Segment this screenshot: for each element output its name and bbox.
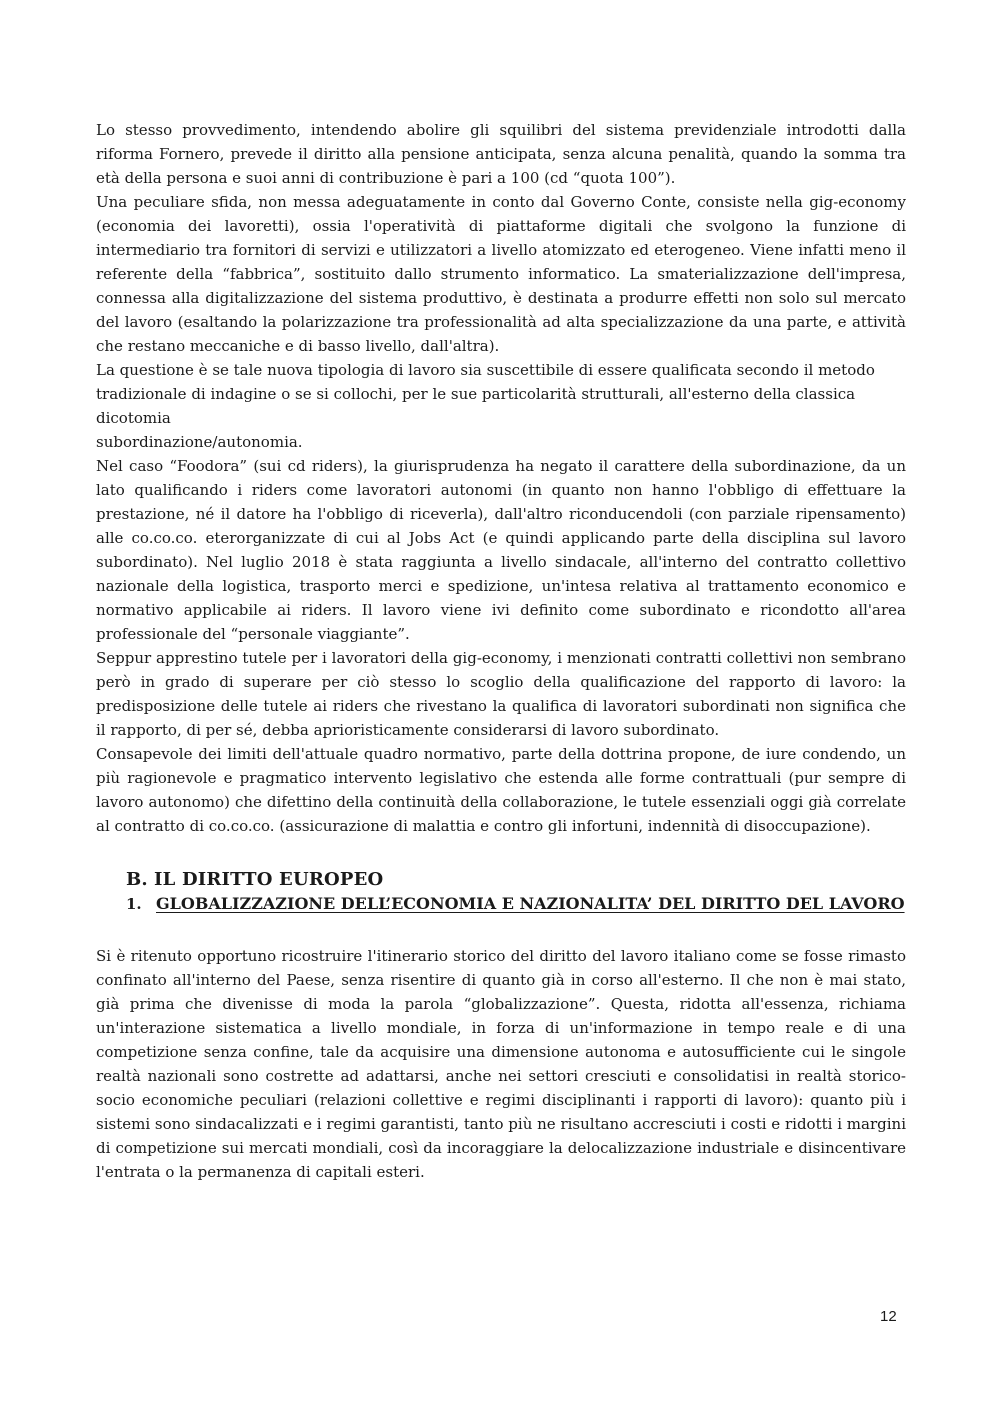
paragraph-gig-economy: Una peculiare sfida, non messa adeguatamente in conto dal Governo Conte, consiste nella gig-economy (economia dei lavoretti), ossia l'operatività di piattaforme digitali che svolgono la funzione di intermediario tra fornitori di servizi e utilizzatori a livello atomizzato ed eterogeneo. Viene infatti meno il referente della “fabbrica”, sostituito dallo strumento informatico. La smaterializzazione dell'impresa, connessa alla digitalizzazione del sistema produttivo, è destinata a produrre effetti non solo sul mercato del lavoro (esaltando la polarizzazione tra professionalità ad alta specializzazione da una parte, e attività che restano meccaniche e di basso livello, dall'altra). <box>96 193 906 355</box>
paragraph-doctrine-proposal: Consapevole dei limiti dell'attuale quadro normativo, parte della dottrina propone, de iure condendo, un più ragionevole e pragmatico intervento legislativo che estenda alle forme contrattuali (pur sempre di lavoro autonomo) che difettino della continuità della collaborazione, le tutele essenziali oggi già correlate al contratto di co.co.co. (assicurazione di malattia e contro gli infortuni, indennità di disoccupazione). <box>96 745 906 835</box>
paragraph-dichotomy: subordinazione/autonomia. <box>96 433 303 451</box>
paragraph-qualification-question: La questione è se tale nuova tipologia di lavoro sia suscettibile di essere qualificata secondo il metodo tradizionale di indagine o se si collochi, per le sue particolarità strutturali, all'esterno della classica dicotomia <box>96 361 875 427</box>
section-heading <box>126 868 906 892</box>
section-number: B. <box>126 869 148 890</box>
paragraph-quota-100: Lo stesso provvedimento, intendendo abolire gli squilibri del sistema previdenziale introdotti dalla riforma Fornero, prevede il diritto alla pensione anticipata, senza alcuna penalità, quando la somma tra età della persona e suoi anni di contribuzione è pari a 100 (cd “quota 100”). <box>96 121 906 187</box>
document-body <box>96 118 906 1184</box>
subsection-heading <box>126 892 906 916</box>
paragraph-globalization: Si è ritenuto opportuno ricostruire l'itinerario storico del diritto del lavoro italiano come se fosse rimasto confinato all'interno del Paese, senza risentire di quanto già in corso all'esterno. Il che non è mai stato, già prima che divenisse di moda la parola “globalizzazione”. Questa, ridotta all'essenza, richiama un'interazione sistematica a livello mondiale, in forza di un'informazione in tempo reale e di una competizione senza confine, tale da acquisire una dimensione autonoma e autosufficiente cui le singole realtà nazionali sono costrette ad adattarsi, anche nei settori cresciuti e consolidatisi in realtà storico-socio economiche peculiari (relazioni collettive e regimi disciplinanti i rapporti di lavoro): quanto più i sistemi sono sindacalizzati e i regimi garantisti, tanto più ne risultano accresciuti i costi e ridotti i margini di competizione sui mercati mondiali, così da incoraggiare la delocalizzazione industriale e disincentivare l'entrata o la permanenza di capitali esteri. <box>96 947 906 1181</box>
page-number: 12 <box>880 1308 897 1325</box>
subsection-number: 1. <box>126 895 142 913</box>
section-title: IL DIRITTO EUROPEO <box>154 869 384 890</box>
paragraph-foodora-case: Nel caso “Foodora” (sui cd riders), la giurisprudenza ha negato il carattere della subordinazione, da un lato qualificando i riders come lavoratori autonomi (in quanto non hanno l'obbligo di effettuare la prestazione, né il datore ha l'obbligo di riceverla), dall'altro riconducendoli (con parziale ripensamento) alle co.co.co. eterorganizzate di cui al Jobs Act (e quindi applicando parte della disciplina sul lavoro subordinato). Nel luglio 2018 è stata raggiunta a livello sindacale, all'interno del contratto collettivo nazionale della logistica, trasporto merci e spedizione, un'intesa relativa al trattamento economico e normativo applicabile ai riders. Il lavoro viene ivi definito come subordinato e ricondotto all'area professionale del “personale viaggiante”. <box>96 457 906 643</box>
subsection-title: GLOBALIZZAZIONE DELL’ECONOMIA E NAZIONALITA’ DEL DIRITTO DEL LAVORO <box>156 894 905 913</box>
paragraph-collective-contracts: Seppur apprestino tutele per i lavoratori della gig-economy, i menzionati contratti collettivi non sembrano però in grado di superare per ciò stesso lo scoglio della qualificazione del rapporto di lavoro: la predisposizione delle tutele ai riders che rivestano la qualifica di lavoratori subordinati non significa che il rapporto, di per sé, debba aprioristicamente considerarsi di lavoro subordinato. <box>96 649 906 739</box>
